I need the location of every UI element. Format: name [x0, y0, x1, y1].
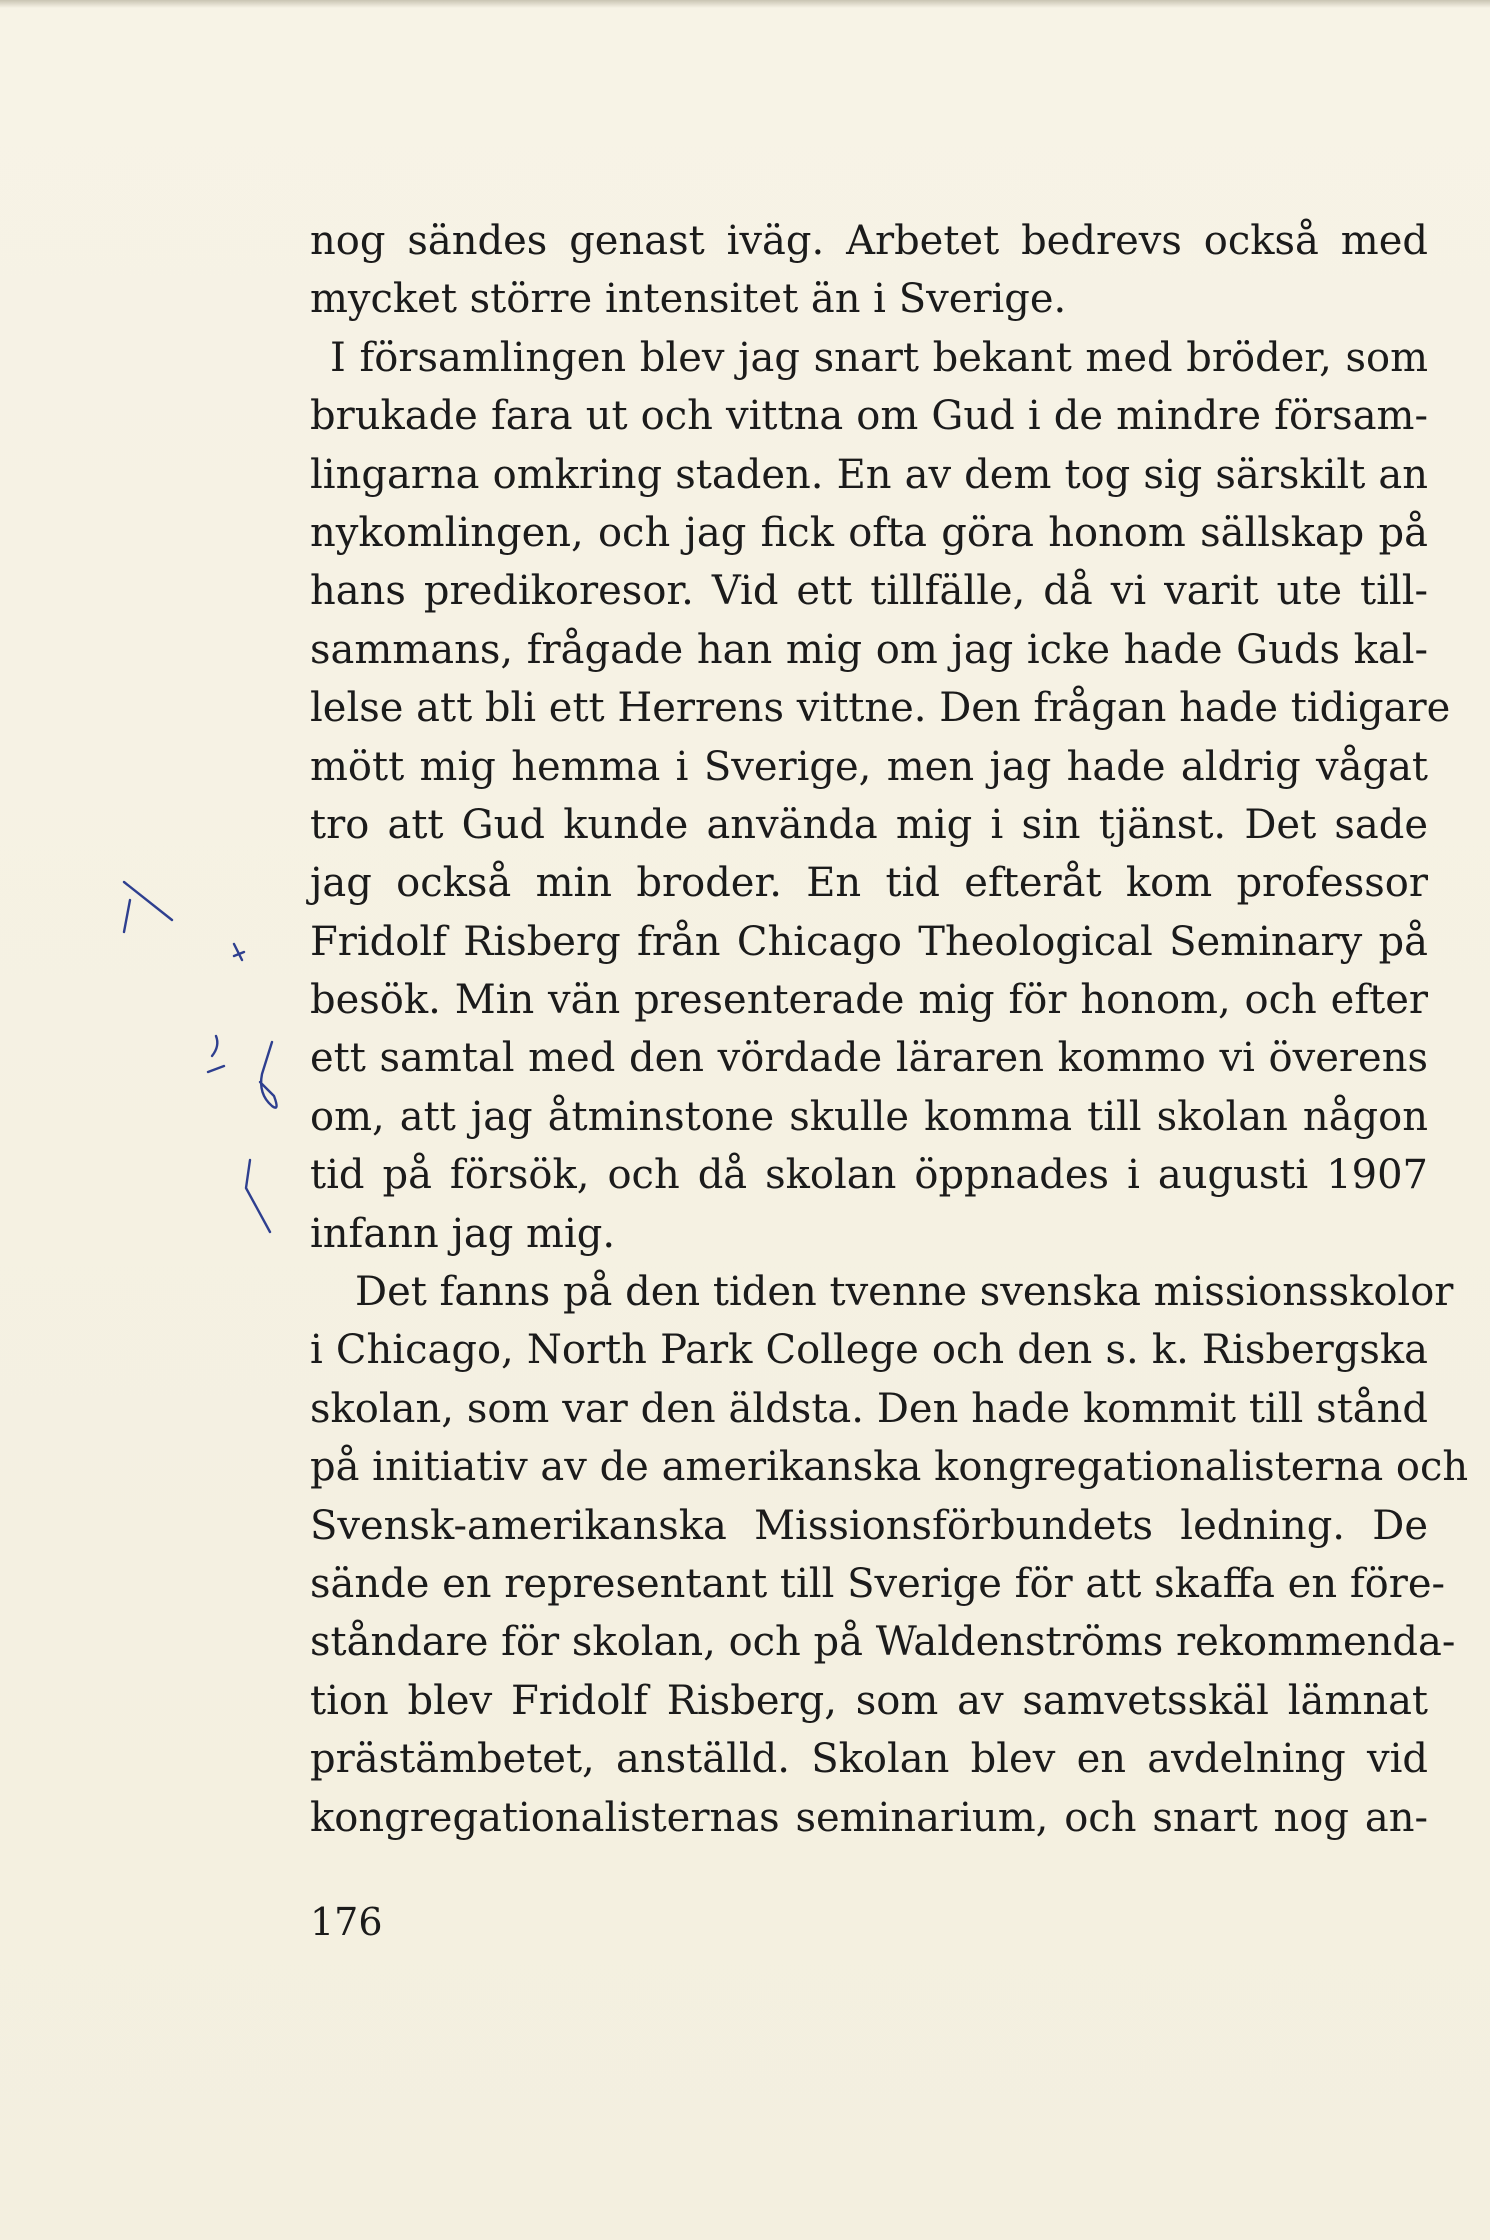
text-line: Fridolf Risberg från Chicago Theological Seminary på	[310, 918, 1428, 965]
text-line: jag också min broder. En tid efteråt kom professor	[310, 860, 1428, 907]
text-line: lingarna omkring staden. En av dem tog sig särskilt an	[310, 451, 1428, 498]
page-number: 176	[310, 1900, 383, 1944]
handwritten-pen-marks	[100, 860, 300, 1260]
pen-stroke	[260, 1042, 277, 1108]
text-line: nykomlingen, och jag fick ofta göra honom sällskap på	[310, 509, 1428, 556]
text-line: infann jag mig.	[310, 1210, 616, 1257]
text-line: ett samtal med den vördade läraren kommo vi överens	[310, 1035, 1428, 1082]
pen-stroke	[246, 1160, 270, 1232]
pen-stroke	[234, 944, 244, 960]
text-line: i Chicago, North Park College och den s. k. Risbergska	[310, 1327, 1428, 1374]
body-text	[310, 212, 1469, 1847]
text-line: tion blev Fridolf Risberg, som av samvetsskäl lämnat	[310, 1677, 1428, 1724]
text-line: skolan, som var den äldsta. Den hade kommit till stånd	[310, 1385, 1428, 1432]
text-line: tro att Gud kunde använda mig i sin tjänst. Det sade	[310, 801, 1428, 848]
pen-stroke	[124, 882, 172, 932]
text-line: prästämbetet, anställd. Skolan blev en avdelning vid	[310, 1736, 1428, 1783]
text-line: lelse att bli ett Herrens vittne. Den frågan hade tidigare	[310, 685, 1451, 732]
text-line: nog sändes genast iväg. Arbetet bedrevs också med	[310, 218, 1428, 264]
text-line: brukade fara ut och vittna om Gud i de mindre försam-	[310, 393, 1428, 440]
text-line: besök. Min vän presenterade mig för honom, och efter	[310, 977, 1428, 1024]
text-line: kongregationalisternas seminarium, och snart nog an-	[310, 1794, 1428, 1841]
text-line: I församlingen blev jag snart bekant med bröder, som	[330, 334, 1428, 381]
text-line: mycket större intensitet än i Sverige.	[310, 276, 1067, 323]
text-line: tid på försök, och då skolan öppnades i augusti 1907	[310, 1152, 1428, 1199]
text-line: sammans, frågade han mig om jag icke hade Guds kal-	[310, 626, 1428, 673]
text-line: om, att jag åtminstone skulle komma till skolan någon	[310, 1093, 1428, 1140]
text-line: sände en representant till Sverige för att skaffa en före-	[310, 1560, 1446, 1607]
text-line: Svensk-amerikanska Missionsförbundets ledning. De	[310, 1502, 1428, 1549]
text-line: hans predikoresor. Vid ett tillfälle, då vi varit ute till-	[310, 568, 1428, 615]
text-line: mött mig hemma i Sverige, men jag hade aldrig vågat	[310, 743, 1428, 790]
text-line: på initiativ av de amerikanska kongregationalisterna och	[310, 1444, 1469, 1491]
pen-stroke	[208, 1036, 224, 1072]
text-line: Det fanns på den tiden tvenne svenska missionsskolor	[355, 1269, 1454, 1316]
page-top-edge	[0, 0, 1490, 8]
text-line: ståndare för skolan, och på Waldenströms rekommenda-	[310, 1619, 1456, 1666]
